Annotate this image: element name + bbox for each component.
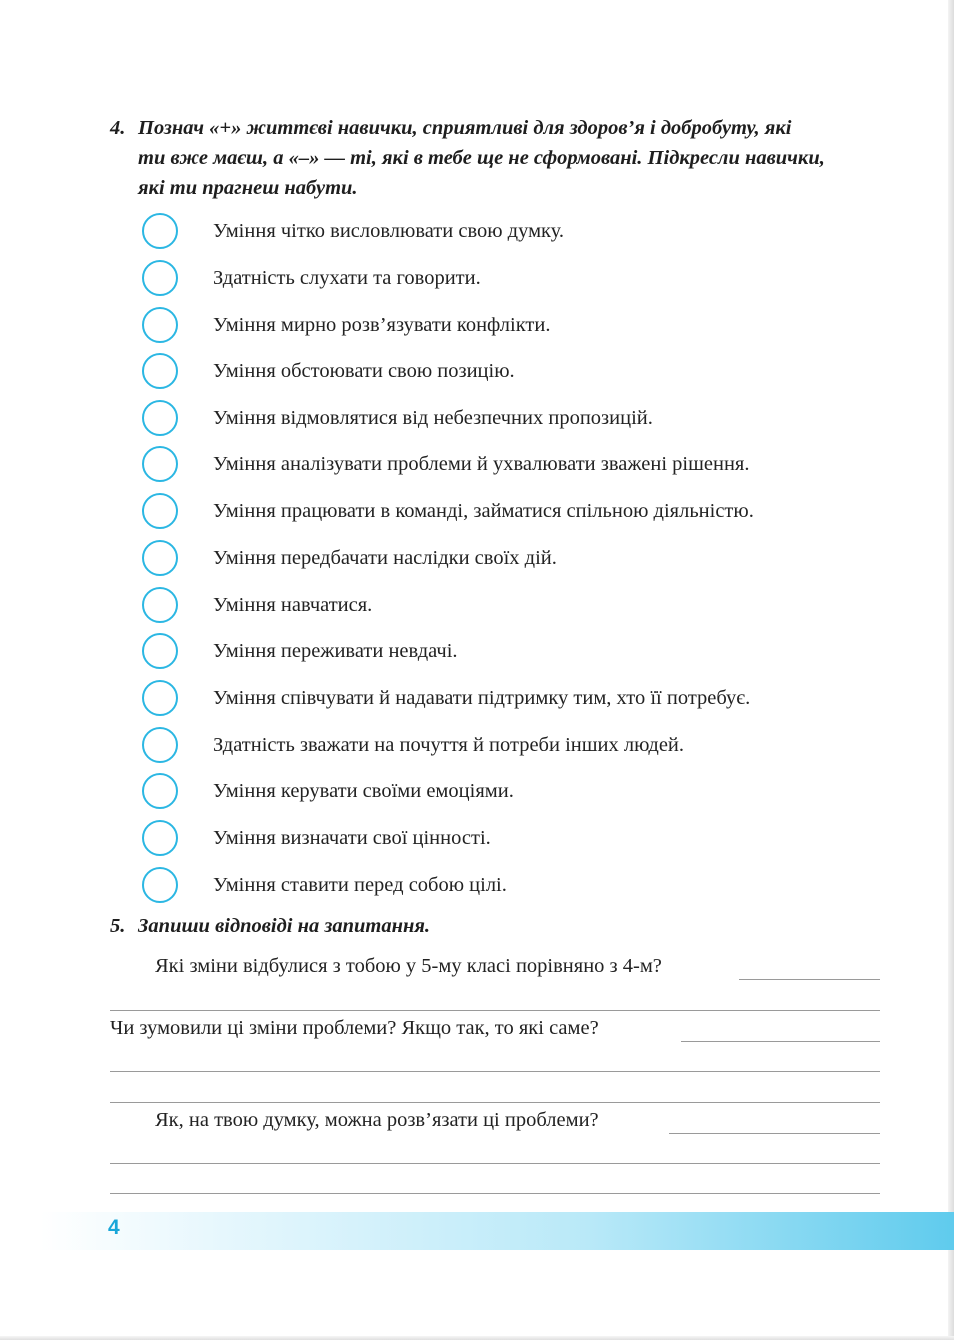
skill-option: [142, 817, 902, 859]
mark-circle[interactable]: [142, 307, 178, 343]
skill-label: Уміння визначати свої цінності.: [213, 826, 491, 849]
skill-option: [142, 490, 902, 532]
skill-option: [142, 584, 902, 626]
mark-circle[interactable]: [142, 400, 178, 436]
page-edge-shadow: [948, 0, 954, 1340]
skill-label: Уміння чітко висловлювати свою думку.: [213, 219, 565, 242]
mark-circle[interactable]: [142, 446, 178, 482]
question-1: Які зміни відбулися з тобою у 5-му класі порівняно з 4-м?: [155, 955, 662, 977]
answer-line[interactable]: [110, 1071, 880, 1072]
skill-option: [142, 537, 902, 579]
answer-line[interactable]: [669, 1133, 880, 1134]
skill-option: [142, 770, 902, 812]
skill-label: Уміння переживати невдачі.: [213, 639, 458, 662]
mark-circle[interactable]: [142, 493, 178, 529]
answer-line[interactable]: [739, 979, 880, 980]
skill-label: Уміння обстоювати свою позицію.: [213, 359, 515, 382]
skill-option: [142, 397, 902, 439]
mark-circle[interactable]: [142, 587, 178, 623]
footer-band: [40, 1212, 954, 1250]
skill-label: Уміння відмовлятися від небезпечних пропозицій.: [213, 406, 653, 429]
skill-label: Уміння керувати своїми емоціями.: [213, 779, 514, 802]
skill-label: Уміння навчатися.: [213, 593, 373, 616]
mark-circle[interactable]: [142, 353, 178, 389]
mark-circle[interactable]: [142, 867, 178, 903]
task-5-number: 5.: [110, 915, 126, 937]
answer-line[interactable]: [110, 1163, 880, 1164]
skill-option: [142, 257, 902, 299]
mark-circle[interactable]: [142, 820, 178, 856]
skill-label: Уміння аналізувати проблеми й ухвалювати зважені рішення.: [213, 452, 750, 475]
skill-label: Уміння працювати в команді, займатися спільною діяльністю.: [213, 499, 754, 522]
skill-option: [142, 210, 902, 252]
mark-circle[interactable]: [142, 540, 178, 576]
mark-circle[interactable]: [142, 727, 178, 763]
task-4-title-line-3: які ти прагнеш набути.: [138, 177, 358, 199]
skill-option: [142, 350, 902, 392]
mark-circle[interactable]: [142, 213, 178, 249]
skill-label: Здатність слухати та говорити.: [213, 266, 481, 289]
mark-circle[interactable]: [142, 680, 178, 716]
mark-circle[interactable]: [142, 773, 178, 809]
skill-option: [142, 443, 902, 485]
skill-option: [142, 864, 902, 906]
question-2: Чи зумовили ці зміни проблеми? Якщо так, то які саме?: [110, 1017, 599, 1039]
skill-label: Уміння ставити перед собою цілі.: [213, 873, 507, 896]
task-4-heading: [110, 113, 890, 203]
skill-label: Уміння мирно розв’язувати конфлікти.: [213, 313, 551, 336]
task-4-title-line-1: Познач «+» життєві навички, сприятливі для здоров’я і добробуту, які: [138, 117, 792, 139]
task-4-number: 4.: [110, 117, 126, 139]
answer-line[interactable]: [681, 1041, 880, 1042]
skill-label: Здатність зважати на почуття й потреби інших людей.: [213, 733, 685, 756]
skill-option: [142, 630, 902, 672]
answer-line[interactable]: [110, 1102, 880, 1103]
question-3: Як, на твою думку, можна розв’язати ці проблеми?: [155, 1109, 599, 1131]
task-5-title: Запиши відповіді на запитання.: [138, 915, 431, 937]
mark-circle[interactable]: [142, 633, 178, 669]
skill-option: [142, 724, 902, 766]
answer-line[interactable]: [110, 1193, 880, 1194]
answer-line[interactable]: [110, 1010, 880, 1011]
task-5-heading: [110, 915, 430, 938]
task-4-title-line-2: ти вже маєш, а «–» — ті, які в тебе ще не сформовані. Підкресли навички,: [138, 147, 825, 169]
mark-circle[interactable]: [142, 260, 178, 296]
skill-label: Уміння співчувати й надавати підтримку тим, хто її потребує.: [213, 686, 751, 709]
skill-option: [142, 677, 902, 719]
skill-option: [142, 304, 902, 346]
page-number: 4: [108, 1216, 120, 1239]
page-bottom-edge: [0, 1336, 954, 1340]
skill-label: Уміння передбачати наслідки своїх дій.: [213, 546, 557, 569]
